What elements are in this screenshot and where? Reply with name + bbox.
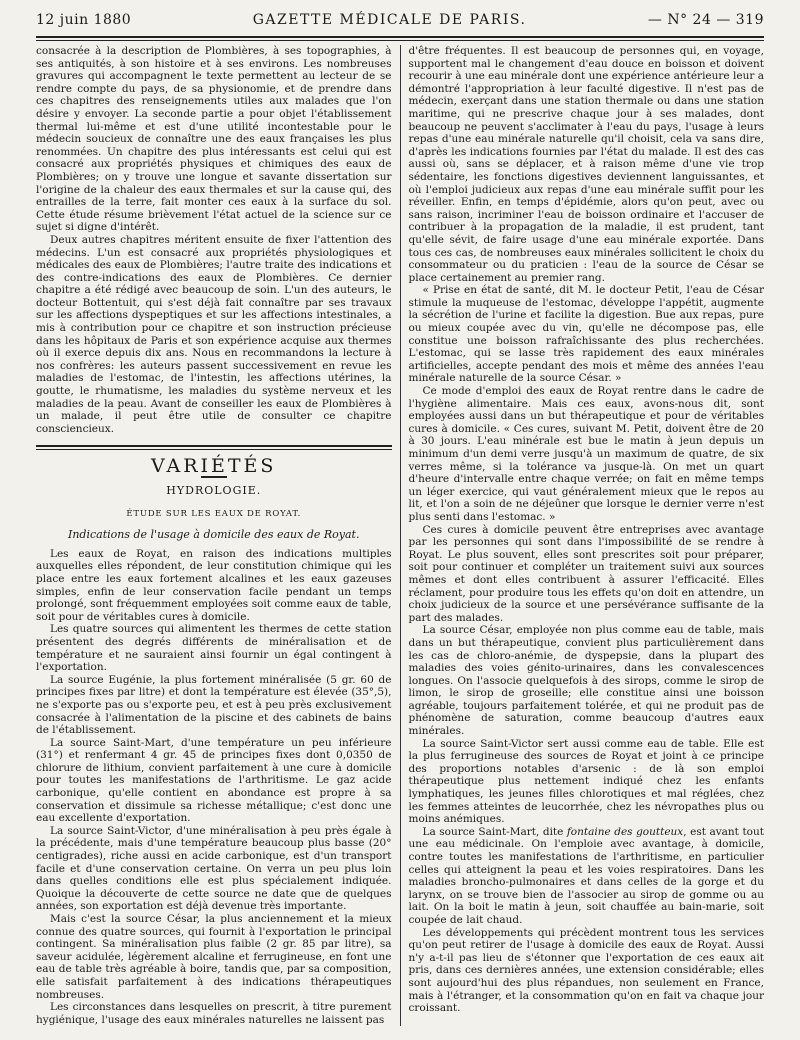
section-divider [36, 445, 392, 450]
right-paragraph-4: Ces cures à domicile peuvent être entreprises avec avantage par les personnes qui sont dans l'impossibilité de se rendre à Royat. Le plus souvent, elles sont prescrites soit pour préparer, soit pour continuer et compléter un traitement suivi aux sources mêmes et dont elles contribuent à assurer l'efficacité. Elles réclament, pour produire tous les effets qu'on doit en attendre, un choix judicieux de la source et une persévérance suffisante de la part des malades. [408, 523, 764, 624]
right-paragraph-7-end: , est avant tout une eau médicinale. On l'emploie avec avantage, à domicile, contre toutes les manifestations de l'arthritisme, en particulier celles qui atteignent la peau et les voies respiratoires. Dans les maladies broncho-pulmonaires et dans celles de la gorge et du larynx, on se trouve bien de l'associer au sirop de gomme ou au lait. On la boit le matin à jeun, soit chauffée au bain-marie, soit coupée de lait chaud. [408, 825, 764, 926]
right-paragraph-8: Les développements qui précèdent montrent tous les services qu'on peut retirer de l'usage à domicile des eaux de Royat. Aussi n'y a-t-il pas lieu de s'étonner que l'exportation de ces eaux ait pris, dans ces dernières années, une extension considérable; elles sont aujourd'hui des plus répandues, non seulement en France, mais à l'étranger, et la consommation qu'on en fait va chaque jour croissant. [408, 926, 764, 1015]
left-paragraph-4: Les quatre sources qui alimentent les thermes de cette station présentent des degrés différents de minéralisation et de température et ne sauraient ainsi fournir un égal contingent à l'exportation. [36, 623, 392, 674]
left-paragraph-9: Les circonstances dans lesquelles on prescrit, à titre purement hygiénique, l'usage des eaux minérales naturelles ne laissent pas [36, 1001, 392, 1026]
right-paragraph-7 [408, 826, 764, 927]
right-paragraph-6: La source Saint-Victor sert aussi comme eau de table. Elle est la plus ferrugineuse des sources de Royat et joint à ce principe des proportions notables d'arsenic : de là son emploi thérapeutique plus nettement indiqué chez les enfants lymphatiques, les jeunes filles chlorotiques et mal réglées, chez les femmes atteintes de leucorrhée, chez les névropathes plus ou moins anémiques. [408, 737, 764, 826]
right-paragraph-1: d'être fréquentes. Il est beaucoup de personnes qui, en voyage, supportent mal le changement d'eau douce en boisson et doivent recourir à une eau minérale dont une expérience antérieure leur a démontré l'appropriation à leur faculté digestive. Il n'est pas de médecin, exerçant dans une station thermale ou dans une station maritime, qui ne prescrive chaque jour à ses malades, dont beaucoup ne peuvent s'acclimater à l'eau du pays, l'usage à leurs repas d'une eau minérale naturelle qu'il choisit, cela va sans dire, d'après les indications fournies par l'état du malade. Il est des cas aussi où, sans se déplacer, et à raison même d'une vie trop sédentaire, les fonctions digestives deviennent languissantes, et où l'emploi judicieux aux repas d'une eau minérale suffit pour les réveiller. Enfin, en temps d'épidémie, alors qu'on peut, avec ou sans raison, incriminer l'eau de boisson ordinaire et l'accuser de contribuer à la propagation de la maladie, il est prudent, tant qu'elle sévit, de faire usage d'une eau minérale exportée. Dans tous ces cas, de nombreuses eaux minérales sollicitent le choix du consommateur ou du praticien : l'eau de la source de César se place certainement au premier rang. [408, 45, 764, 284]
article-title: ÉTUDE SUR LES EAUX DE ROYAT. [126, 508, 302, 519]
page-header [36, 12, 764, 34]
left-paragraph-1: consacrée à la description de Plombières, à ses topographies, à ses antiquités, à son histoire et à ses environs. Les nombreuses gravures qui accompagnent le texte permettent au lecteur de se rendre compte du pays, de sa physionomie, et de prendre dans ces chapitres des renseignements utiles aux malades que l'on désire y envoyer. La seconde partie a pour objet l'établissement thermal lui-même et est d'une utilité incontestable pour le médecin soucieux de connaître une des eaux françaises les plus renommées. Un chapitre des plus intéressants est celui qui est consacré aux propriétés physiques et chimiques des eaux de Plombières; on y trouve une longue et savante dissertation sur l'origine de la chaleur des eaux thermales et sur la cause qui, des entrailles de la terre, fait monter ces eaux à la surface du sol. Cette étude résume brièvement l'état actuel de la science sur ce sujet si digne d'intérêt. [36, 45, 392, 234]
right-paragraph-7-start: La source Saint-Mart, dite [422, 825, 567, 838]
header-page-number: — N° 24 — 319 [647, 12, 764, 28]
right-paragraph-7-italic: fontaine des goutteux [566, 825, 684, 838]
header-rule [36, 36, 764, 41]
section-title: VARIÉTÉS [151, 455, 277, 478]
two-column-body [36, 45, 764, 1026]
left-column [36, 45, 392, 1026]
column-divider [400, 45, 401, 1026]
left-paragraph-7: La source Saint-Victor, d'une minéralisation à peu près égale à la précédente, mais d'une température beaucoup plus basse (20° centigrades), riche aussi en acide carbonique, est d'un transport facile et d'une conservation certaine. On verra un peu plus loin dans quelles conditions elle est plus spécialement indiquée. Quoique la découverte de cette source ne date que de quelques années, son exportation est déjà devenue très importante. [36, 824, 392, 913]
right-paragraph-3: Ce mode d'emploi des eaux de Royat rentre dans le cadre de l'hygiène alimentaire. Mais ces eaux, avons-nous dit, sont employées aussi dans un but thérapeutique et pour de véritables cures à domicile. « Ces cures, suivant M. Petit, doivent être de 20 à 30 jours. L'eau minérale est bue le matin à jeun depuis un minimum d'un demi verre jusqu'à un maximum de quatre, de six verres même, si la tolérance va jusque-là. On met un quart d'heure d'intervalle entre chaque verrée; on fait en même temps un léger exercice, qui vaut généralement mieux que le repos au lit, et l'on a soin de ne déjeûner que lorsque le dernier verre n'est plus senti dans l'estomac. » [408, 385, 764, 523]
right-paragraph-2: « Prise en état de santé, dit M. le docteur Petit, l'eau de César stimule la muqueuse de l'estomac, développe l'appétit, augmente la sécrétion de l'urine et facilite la digestion. Bue aux repas, pure ou mieux coupée avec du vin, qu'elle ne décompose pas, elle constitue une boisson rafraîchissante des plus recherchées. L'estomac, qui se lasse très rapidement des eaux minérales artificielles, accepte pendant des mois et même des années l'eau minérale naturelle de la source César. » [408, 284, 764, 385]
header-title: GAZETTE MÉDICALE DE PARIS. [252, 12, 527, 28]
left-paragraph-2: Deux autres chapitres méritent ensuite de fixer l'attention des médecins. L'un est consacré aux propriétés physiologiques et médicales des eaux de Plombières; l'autre traite des indications et des contre-indications des eaux de Plombières. Ce dernier chapitre a été rédigé avec beaucoup de soin. L'un des auteurs, le docteur Bottentuit, qui s'est déjà fait connaître par ses travaux sur les affections dyspeptiques et sur les affections intestinales, a mis à contribution pour ce chapitre et son instruction précieuse dans les hôpitaux de Paris et son expérience acquise aux thermes où il exerce depuis dix ans. Nous en recommandons la lecture à nos confrères: les auteurs passent successivement en revue les maladies de l'estomac, de l'intestin, les affections utérines, la goutte, le rhumatisme, les maladies du système nerveux et les maladies de la peau. Avant de conseiller les eaux de Plombières à un malade, il peut être utile de consulter ce chapitre consciencieux. [36, 233, 392, 435]
left-paragraph-3: Les eaux de Royat, en raison des indications multiples auxquelles elles répondent, de leur constitution chimique qui les place entre les eaux fortement alcalines et les eaux gazeuses simples, enfin de leur conservation facile pendant un temps prolongé, sont fréquemment employées soit comme eaux de table, soit pour de véritables cures à domicile. [36, 547, 392, 623]
header-date: 12 juin 1880 [36, 12, 132, 28]
left-paragraph-6: La source Saint-Mart, d'une température un peu inférieure (31°) et renfermant 4 gr. 45 de principes fixes dont 0,0350 de chlorure de lithium, convient parfaitement à une cure à domicile pour toutes les manifestations de l'arthritisme. Le gaz acide carbonique, qu'elle contient en abondance est propre à sa conservation et dissimule sa richesse métallique; c'est donc une eau excellente d'exportation. [36, 736, 392, 825]
subsection-title: HYDROLOGIE. [166, 484, 262, 497]
left-paragraph-5: La source Eugénie, la plus fortement minéralisée (5 gr. 60 de principes fixes par litre) et dont la température est élevée (35°,5), ne s'exporte pas ou s'exporte peu, et est à peu près exclusivement consacrée à l'alimentation de la piscine et des cabinets de bains de l'établissement. [36, 673, 392, 737]
left-paragraph-8: Mais c'est la source César, la plus anciennement et la mieux connue des quatre sources, qui fournit à l'exportation le principal contingent. Sa minéralisation plus faible (2 gr. 85 par litre), sa saveur acidulée, légèrement alcaline et ferrugineuse, en font une eau de table très agréable à boire, tandis que, par sa composition, elle satisfait parfaitement à des indications thérapeutiques nombreuses. [36, 913, 392, 1001]
right-column [408, 45, 764, 1026]
article-subtitle: Indications de l'usage à domicile des eaux de Royat. [68, 528, 360, 542]
right-paragraph-5: La source César, employée non plus comme eau de table, mais dans un but thérapeutique, convient plus particulièrement dans les cas de chloro-anémie, de dyspepsie, dans la plupart des maladies des voies génito-urinaires, dans les convalescences longues. On l'associe quelquefois à des sirops, comme le sirop de limon, le sirop de groseille; elle constitue ainsi une boisson agréable, toujours parfaitement tolérée, et qui ne produit pas de phénomène de saturation, comme beaucoup d'autres eaux minérales. [408, 624, 764, 738]
